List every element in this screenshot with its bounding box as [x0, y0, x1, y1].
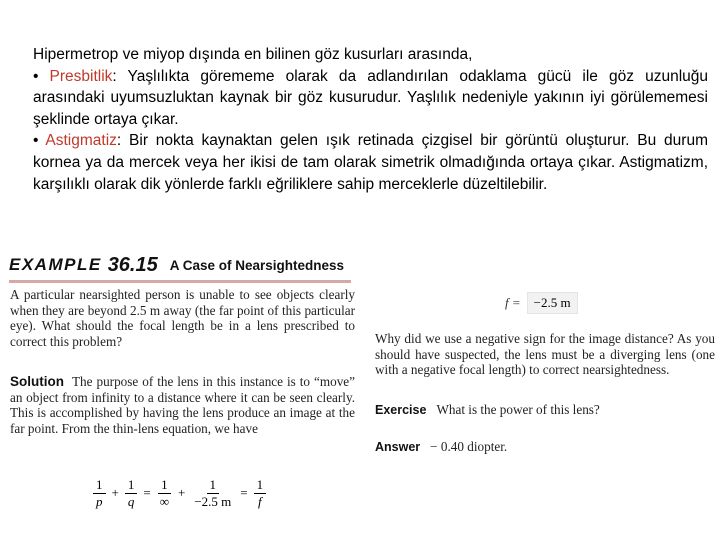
fraction-1-over-q: $\frac{1}{q}$ — [125, 477, 138, 510]
focal-length-result — [505, 291, 578, 315]
exercise-text: What is the power of this lens? — [436, 402, 600, 417]
solution-label: Solution — [10, 374, 64, 389]
bullet-presbyopia — [33, 66, 708, 131]
fraction-1-over-image-distance: $\frac{1}{-2.5 m}$ — [194, 476, 232, 509]
exercise — [375, 402, 715, 418]
plus-sign: + — [111, 485, 119, 500]
solution-text: The purpose of the lens in this instance is to “move” an object from infinity to a distance where it can be seen clearly. This is accomplished by having the lens produce an image at the far point. From the thin-lens equation, we have — [10, 374, 355, 436]
example-header — [9, 252, 349, 278]
answer-label: Answer — [375, 440, 421, 454]
equals-sign: = — [143, 485, 151, 500]
bullet-presbyopia-text: : Yaşlılıkta görememe olarak da adlandırılan odaklama gücü ile göz uzunluğu arasındaki uyumsuzluktan kaynak bir göz kusurudur. Yaşlılık nedeniyle yakının iyi görülememesi şeklinde ortaya çıkar. — [33, 67, 708, 128]
bullet-marker: • — [33, 132, 46, 150]
intro-line: Hipermetrop ve miyop dışında en bilinen göz kusurları arasında, — [33, 46, 473, 63]
equals-sign: = — [240, 485, 248, 500]
example-solution — [10, 374, 355, 436]
bullet-astigmatism-text: : Bir nokta kaynaktan gelen ışık retinada çizgisel bir görüntü oluşturur. Bu durum kornea ya da mercek veya her ikisi de tam olarak simetrik olmadığında ortaya çıkar. Astigmatizm, karşılıklı olarak dik yönlerde farklı eğriliklere sahip merceklerle düzeltilebilir. — [33, 132, 708, 193]
example-header-rule — [9, 280, 351, 283]
intro-text — [33, 44, 708, 195]
bullet-marker: • — [33, 67, 50, 85]
plus-sign: + — [177, 485, 186, 500]
why-negative-note: Why did we use a negative sign for the image distance? As you should have suspected, the lens must be a diverging lens (one with a negative focal length) to correct nearsightedness. — [375, 331, 715, 377]
fraction-1-over-infinity: $\frac{1}{\infty}$ — [159, 476, 169, 509]
example-problem: A particular nearsighted person is unable to see objects clearly when they are beyond 2.5 m away (the far point of this particular eye). What should the focal length be in a lens prescribed to correct this problem? — [10, 287, 355, 349]
term-presbyopia: Presbitlik — [49, 67, 113, 85]
fraction-1-over-f: $\frac{1}{f}$ — [254, 477, 267, 510]
focal-length-variable: f = — [505, 295, 521, 310]
term-astigmatism: Astigmatiz — [45, 132, 117, 150]
fraction-1-over-p: $\frac{1}{p}$ — [93, 477, 106, 510]
answer-text: − 0.40 diopter. — [430, 439, 508, 454]
bullet-astigmatism — [33, 130, 708, 195]
exercise-label: Exercise — [375, 403, 427, 417]
focal-length-value: −2.5 m — [527, 292, 578, 314]
thin-lens-equation — [90, 471, 269, 515]
example-number: 36.15 — [107, 253, 158, 276]
answer — [375, 439, 715, 455]
example-title: A Case of Nearsightedness — [169, 257, 345, 273]
example-word: EXAMPLE — [9, 255, 102, 274]
